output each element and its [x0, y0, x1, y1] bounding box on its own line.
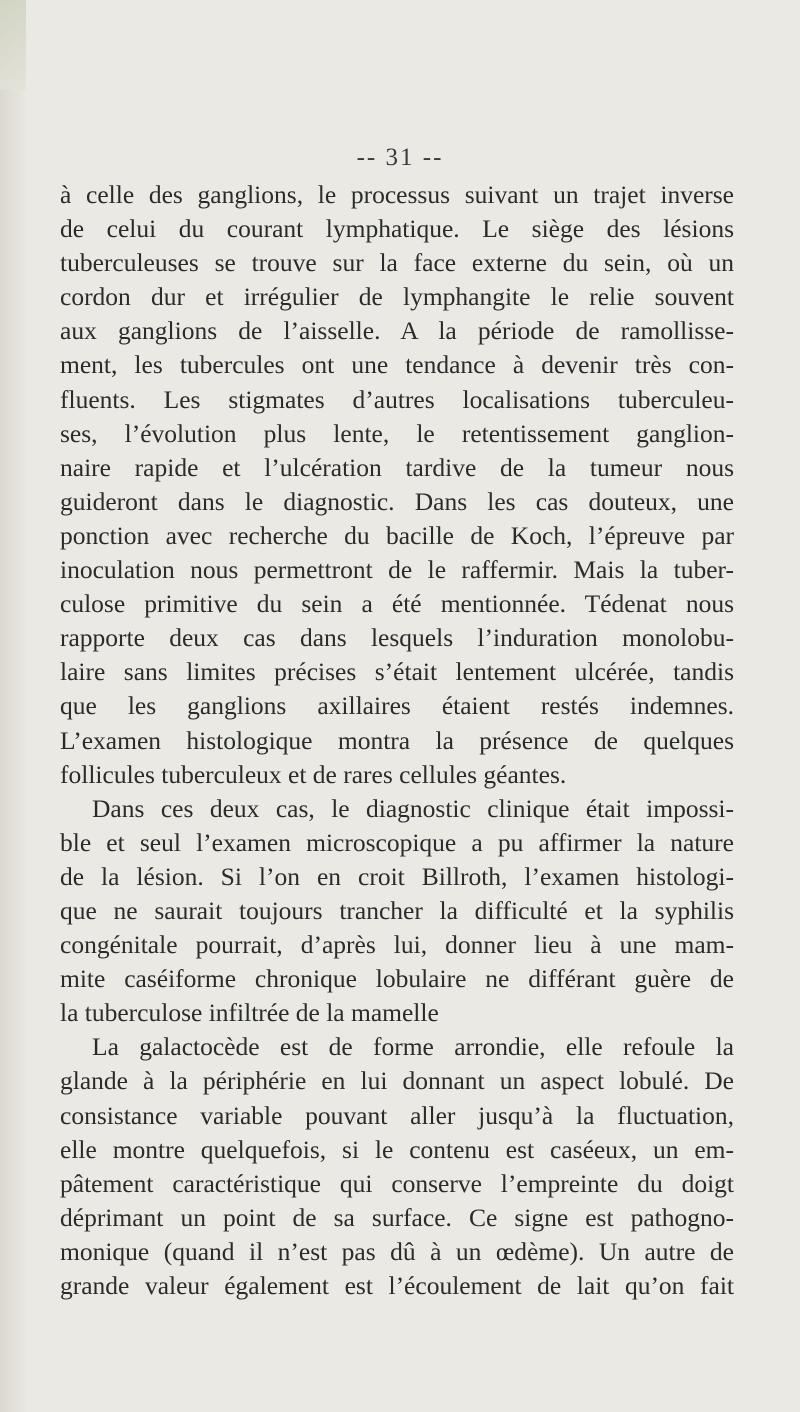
page-number: -- 31 --	[356, 144, 444, 171]
text-line: pâtement caractéristique qui conserve l’empreinte du doigt	[60, 1168, 734, 1198]
text-line: Dans ces deux cas, le diagnostic clinique était impossi-	[92, 793, 734, 823]
text-line: naire rapide et l’ulcération tardive de la tumeur nous	[60, 452, 734, 482]
text-line: laire sans limites précises s’était lentement ulcérée, tandis	[60, 657, 734, 687]
text-line: tuberculeuses se trouve sur la face externe du sein, où un	[60, 248, 734, 278]
text-line: guideront dans le diagnostic. Dans les cas douteux, une	[60, 486, 734, 516]
corner-stain	[0, 0, 26, 90]
text-line: inoculation nous permettront de le raffermir. Mais la tuber-	[60, 555, 734, 585]
text-line: grande valeur également est l’écoulement de lait qu’on fait	[60, 1271, 734, 1300]
text-line: culose primitive du sein a été mentionnée. Tédenat nous	[60, 589, 734, 619]
text-line: fluents. Les stigmates d’autres localisations tuberculeu-	[60, 384, 734, 414]
text-line: follicules tuberculeux et de rares cellules géantes.	[60, 759, 567, 789]
text-line: la tuberculose infiltrée de la mamelle	[60, 998, 439, 1028]
text-line: elle montre quelquefois, si le contenu est caséeux, un em-	[60, 1134, 734, 1164]
text-line: glande à la périphérie en lui donnant un aspect lobulé. De	[60, 1066, 734, 1096]
text-line: ble et seul l’examen microscopique a pu affirmer la nature	[60, 827, 734, 857]
text-line: L’examen histologique montra la présence de quelques	[60, 725, 734, 755]
body-text	[60, 178, 734, 1303]
text-line: monique (quand il n’est pas dû à un œdème). Un autre de	[60, 1236, 734, 1266]
text-line: déprimant un point de sa surface. Ce signe est pathogno-	[60, 1202, 734, 1232]
text-line: aux ganglions de l’aisselle. A la période de ramollisse-	[60, 316, 734, 346]
text-line: que les ganglions axillaires étaient restés indemnes.	[60, 691, 734, 721]
text-line: de celui du courant lymphatique. Le siège des lésions	[60, 214, 734, 244]
page-edge-shadow	[0, 0, 28, 1412]
text-line: ses, l’évolution plus lente, le retentissement ganglion-	[60, 418, 734, 448]
text-line: La galactocède est de forme arrondie, elle refoule la	[92, 1032, 734, 1062]
text-line: mite caséiforme chronique lobulaire ne différant guère de	[60, 964, 734, 994]
text-line: cordon dur et irrégulier de lymphangite le relie souvent	[60, 282, 734, 312]
text-line: ment, les tubercules ont une tendance à devenir très con-	[60, 350, 734, 380]
text-line: ponction avec recherche du bacille de Koch, l’épreuve par	[60, 520, 734, 550]
text-line: congénitale pourrait, d’après lui, donner lieu à une mam-	[60, 930, 734, 960]
text-line: de la lésion. Si l’on en croit Billroth, l’examen histologi-	[60, 861, 734, 891]
text-line: consistance variable pouvant aller jusqu’à la fluctuation,	[60, 1100, 734, 1130]
text-line: que ne saurait toujours trancher la difficulté et la syphilis	[60, 895, 734, 925]
text-line: rapporte deux cas dans lesquels l’induration monolobu-	[60, 623, 734, 653]
text-line: à celle des ganglions, le processus suivant un trajet inverse	[60, 180, 734, 209]
